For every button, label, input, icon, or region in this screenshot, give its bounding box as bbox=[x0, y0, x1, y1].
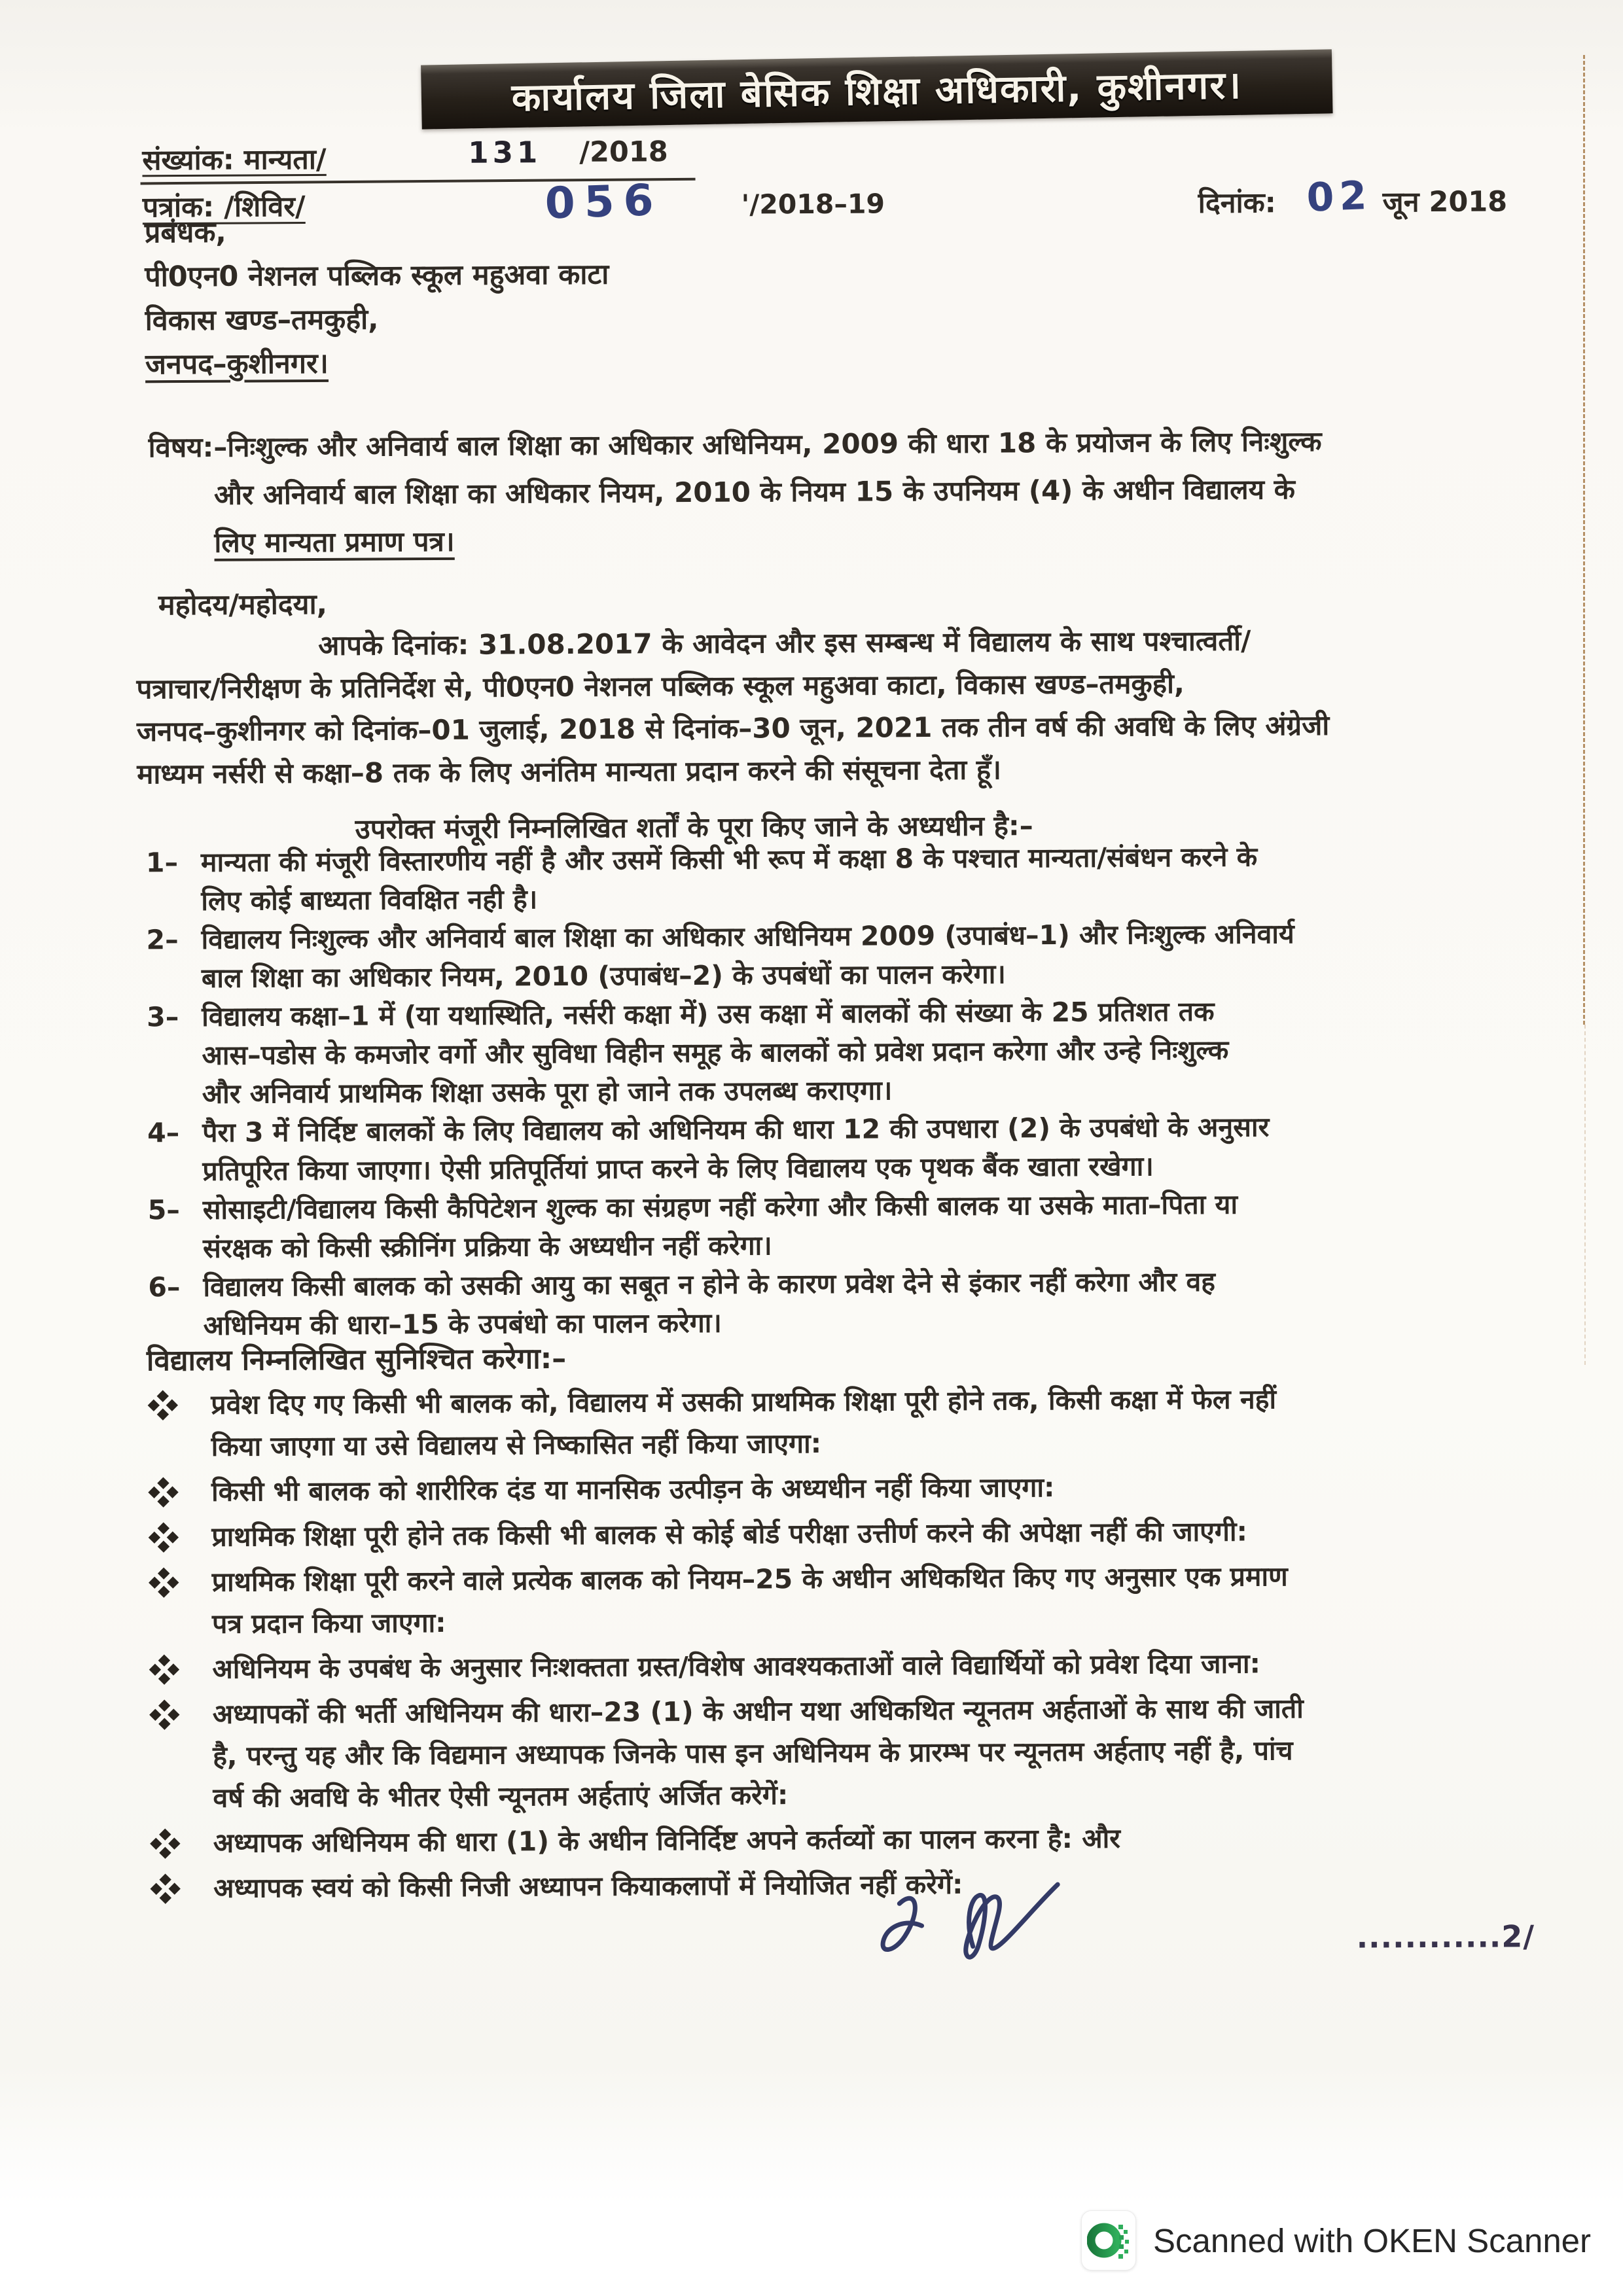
text-line: विद्यालय कक्षा–1 में (या यथास्थिति, नर्सरी कक्षा में) उस कक्षा में बालकों की संख्या के 25 प्रतिशत तक bbox=[202, 995, 1215, 1033]
text-line: पत्र प्रदान किया जाएगा: bbox=[211, 1606, 446, 1640]
text-line: लिए कोई बाध्यता विवक्षित नही है। bbox=[201, 883, 538, 917]
date-month-year: जून 2018 bbox=[1382, 185, 1508, 219]
text-line: विकास खण्ड–तमकुही, bbox=[145, 303, 379, 338]
addressee-block bbox=[145, 209, 609, 387]
text-line: आस–पडोस के कमजोर वर्गो और सुविधा विहीन समूह के बालकों को प्रवेश प्रदान करेगा और उन्हे निःशुल्क bbox=[202, 1034, 1229, 1071]
text-line: पी0एन0 नेशनल पब्लिक स्कूल महुअवा काटा bbox=[145, 258, 609, 294]
date-day-handwritten: 02 bbox=[1306, 172, 1373, 221]
condition-item bbox=[148, 1261, 1562, 1345]
diamond-bullet-icon bbox=[152, 1875, 179, 1903]
text-line: अध्यापकों की भर्ती अधिनियम की धारा–23 (1) के अधीन यथा अधिकथित न्यूनतम अर्हताओं के साथ की जाती bbox=[212, 1693, 1304, 1730]
condition-item bbox=[146, 913, 1560, 998]
text-line: अधिनियम की धारा–15 के उपबंधो का पालन करेगा। bbox=[203, 1307, 722, 1341]
ensure-list bbox=[147, 1377, 1569, 1913]
text-line: किया जाएगा या उसे विद्यालय से निष्कासित नहीं किया जाएगा: bbox=[211, 1427, 822, 1462]
handwritten-signature bbox=[861, 1875, 1143, 2013]
text-line: बाल शिक्षा का अधिकार नियम, 2010 (उपाबंध–2) के उपबंधों का पालन करेगा। bbox=[201, 958, 1006, 994]
subject-text-1: निःशुल्क और अनिवार्य बाल शिक्षा का अधिकार अधिनियम, 2009 की धारा 18 के प्रयोजन के लिए निःशुल्क bbox=[227, 425, 1322, 463]
conditions-list bbox=[146, 836, 1562, 1345]
ensure-item bbox=[149, 1815, 1569, 1864]
text-line: पत्राचार/निरीक्षण के प्रतिनिर्देश से, पी0एन0 नेशनल पब्लिक स्कूल महुअवा काटा, विकास खण्ड–तमकुही, bbox=[136, 667, 1185, 705]
text-line: जनपद–कुशीनगर को दिनांक–01 जुलाई, 2018 से दिनांक–30 जून, 2021 तक तीन वर्ष की अवधि के लिए अंग्रेजी bbox=[136, 709, 1330, 748]
text-line: जनपद–कुशीनगर। bbox=[145, 347, 329, 381]
ensure-heading: विद्यालय निम्नलिखित सुनिश्चित करेगा:– bbox=[146, 1341, 567, 1378]
diamond-bullet-icon bbox=[151, 1701, 179, 1729]
text-line: वर्ष की अवधि के भीतर ऐसी न्यूनतम अर्हताएं अर्जित करेगें: bbox=[213, 1779, 789, 1814]
subject-block bbox=[148, 416, 1543, 567]
text-line: और अनिवार्य प्राथमिक शिक्षा उसके पूरा हो जाने तक उपलब्ध कराएगा। bbox=[202, 1074, 893, 1110]
oken-scanner-logo bbox=[1081, 2210, 1136, 2270]
condition-number: 4– bbox=[147, 1117, 180, 1149]
conditions-intro: उपरोक्त मंजूरी निम्नलिखित शर्तों के पूरा किए जाने के अध्यधीन है:– bbox=[355, 809, 1033, 845]
ensure-item bbox=[147, 1377, 1567, 1468]
diamond-bullet-icon bbox=[151, 1656, 178, 1684]
text-line: अध्यापक अधिनियम की धारा (1) के अधीन विनिर्दिष्ट अपने कर्तव्यों का पालन करना है: और bbox=[213, 1822, 1121, 1859]
date-label: दिनांक: bbox=[1198, 186, 1277, 220]
text-line: पैरा 3 में निर्दिष्ट बालकों के लिए विद्यालय को अधिनियम की धारा 12 की उपधारा (2) के उपबंधो के अनुसार bbox=[202, 1111, 1270, 1148]
text-line: अधिनियम के उपबंध के अनुसार निःशक्तता ग्रस्त/विशेष आवश्यकताओं वाले विद्यार्थियों को प्रवेश दिया जाना: bbox=[212, 1648, 1261, 1685]
scanner-watermark-text: Scanned with OKEN Scanner bbox=[1153, 2221, 1592, 2259]
ref1-label: संख्यांक: मान्यता/ bbox=[142, 143, 327, 177]
text-line: प्रतिपूरित किया जाएगा। ऐसी प्रतिपूर्तियां प्राप्त करने के लिए विद्यालय एक पृथक बैंक खाता रखेगा। bbox=[202, 1150, 1154, 1187]
text-line: किसी भी बालक को शारीरिक दंड या मानसिक उत्पीड़न के अध्यधीन नहीं किया जाएगा: bbox=[211, 1472, 1055, 1508]
text-line: प्रवेश दिए गए किसी भी बालक को, विद्यालय में उसकी प्राथमिक शिक्षा पूरी होने तक, किसी कक्षा में फेल नहीं bbox=[211, 1383, 1277, 1421]
ref2-number-handwritten: 056 bbox=[544, 174, 664, 229]
subject-line-3 bbox=[149, 512, 1543, 567]
ensure-item bbox=[149, 1686, 1569, 1819]
condition-item bbox=[147, 1106, 1561, 1191]
ensure-item bbox=[148, 1554, 1569, 1645]
condition-number: 3– bbox=[147, 1001, 179, 1033]
office-header-banner bbox=[421, 49, 1332, 129]
office-title: कार्यालय जिला बेसिक शिक्षा अधिकारी, कुशीनगर। bbox=[511, 62, 1243, 120]
ref1-year: /2018 bbox=[579, 135, 668, 169]
condition-number: 6– bbox=[148, 1271, 181, 1303]
condition-number: 5– bbox=[147, 1194, 180, 1226]
ref1-number-handwritten: 131 bbox=[468, 135, 542, 170]
text-line: मान्यता की मंजूरी विस्तारणीय नहीं है और उसमें किसी भी रूप में कक्षा 8 के पश्चात मान्यता/संबंधन करने के bbox=[200, 841, 1258, 878]
text-line: प्राथमिक शिक्षा पूरी करने वाले प्रत्येक बालक को नियम–25 के अधीन अधिकथित किए गए अनुसार एक प्रमाण bbox=[211, 1561, 1288, 1598]
ref2-label: पत्रांक: /शिविर/ bbox=[142, 190, 306, 224]
text-line: विद्यालय निःशुल्क और अनिवार्य बाल शिक्षा का अधिकार अधिनियम 2009 (उपाबंध–1) और निःशुल्क अनिवार्य bbox=[201, 918, 1294, 955]
text-line: सोसाइटी/विद्यालय किसी कैपिटेशन शुल्क का संग्रहण नहीं करेगा और किसी बालक या उसके माता–पिता या bbox=[202, 1188, 1238, 1226]
ensure-item bbox=[148, 1641, 1568, 1690]
condition-number: 2– bbox=[146, 924, 179, 956]
subject-label: विषय:– bbox=[148, 431, 228, 464]
condition-item bbox=[146, 836, 1560, 921]
subject-line-1 bbox=[148, 416, 1542, 471]
text-line: आपके दिनांक: 31.08.2017 के आवेदन और इस सम्बन्ध में विद्यालय के साथ पश्चात्वर्ती/ bbox=[318, 624, 1251, 662]
scanner-watermark bbox=[1081, 2210, 1591, 2270]
text-line: विद्यालय किसी बालक को उसकी आयु का सबूत न होने के कारण प्रवेश देने से इंकार नहीं करेगा और वह bbox=[203, 1265, 1216, 1303]
text-line: प्रबंधक, bbox=[144, 216, 226, 250]
diamond-bullet-icon bbox=[151, 1569, 178, 1597]
condition-item bbox=[148, 1184, 1562, 1268]
ensure-item bbox=[149, 1860, 1569, 1909]
text-line: अध्यापक स्वयं को किसी निजी अध्यापन कियाकलापों में नियोजित नहीं करेगें: bbox=[213, 1868, 963, 1904]
condition-number: 1– bbox=[145, 847, 179, 879]
diamond-bullet-icon bbox=[150, 1524, 177, 1551]
ref2-year: '/2018–19 bbox=[741, 188, 885, 221]
diamond-bullet-icon bbox=[152, 1830, 179, 1858]
condition-item bbox=[147, 991, 1561, 1114]
ensure-item bbox=[147, 1464, 1567, 1513]
ensure-item bbox=[147, 1509, 1567, 1558]
subject-line-2: और अनिवार्य बाल शिक्षा का अधिकार नियम, 2010 के नियम 15 के उपनियम (4) के अधीन विद्यालय के bbox=[213, 473, 1296, 511]
subject-text-3-underlined: लिए मान्यता प्रमाण पत्र। bbox=[214, 525, 455, 559]
diamond-bullet-icon bbox=[149, 1392, 177, 1419]
reference-line-1 bbox=[142, 135, 668, 178]
page-continuation-ref: ............2/ bbox=[1356, 1918, 1535, 1955]
opening-paragraph bbox=[136, 618, 1550, 795]
text-line: है, परन्तु यह और कि विद्यमान अध्यापक जिनके पास इन अधिनियम के प्रारम्भ पर न्यूनतम अर्हताए नहीं है, पांच bbox=[213, 1735, 1293, 1772]
text-line: संरक्षक को किसी स्क्रीनिंग प्रक्रिया के अध्यधीन नहीं करेगा। bbox=[202, 1229, 772, 1264]
text-line: प्राथमिक शिक्षा पूरी होने तक किसी भी बालक से कोई बोर्ड परीक्षा उत्तीर्ण करने की अपेक्षा नहीं की जाएगी: bbox=[211, 1515, 1248, 1553]
oken-logo-icon bbox=[1087, 2217, 1130, 2264]
diamond-bullet-icon bbox=[150, 1479, 177, 1506]
text-line: माध्यम नर्सरी से कक्षा–8 तक के लिए अनंतिम मान्यता प्रदान करने की संसूचना देता हूँ। bbox=[137, 753, 1002, 790]
salutation: महोदय/महोदया, bbox=[158, 588, 328, 622]
